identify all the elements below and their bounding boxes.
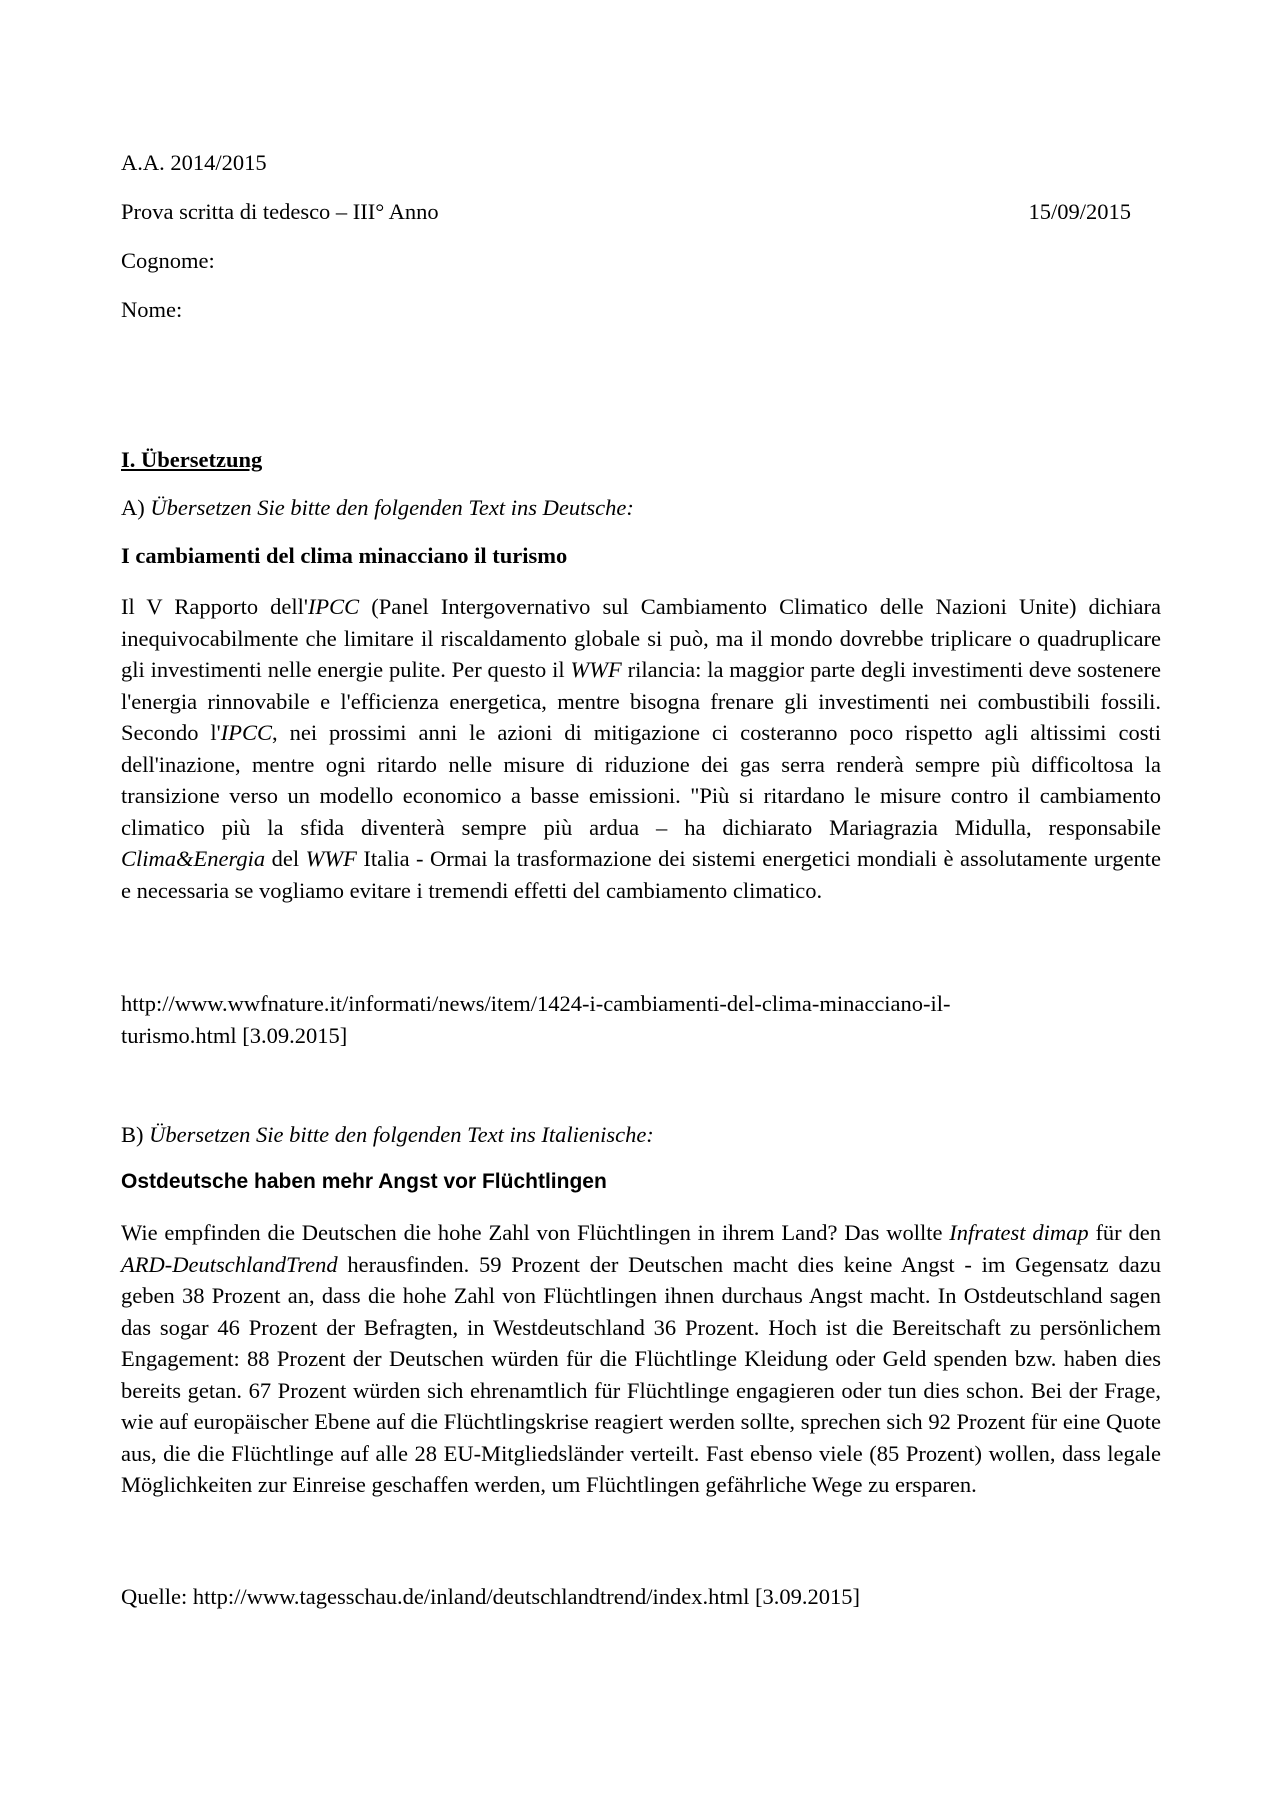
name-label: Nome: (121, 297, 183, 322)
part-a-source (121, 988, 951, 1051)
part-b-instruction (121, 1122, 654, 1148)
part-b-title: Ostdeutsche haben mehr Angst vor Flüchtlingen (121, 1170, 607, 1193)
text-run: IPCC (307, 594, 360, 619)
part-a-label: A) (121, 495, 151, 520)
academic-year: A.A. 2014/2015 (121, 150, 267, 175)
text-run: Il V Rapporto dell' (121, 594, 308, 619)
part-b-source: Quelle: http://www.tagesschau.de/inland/deutschlandtrend/index.html [3.09.2015] (121, 1584, 861, 1609)
part-a-instruction-text: Übersetzen Sie bitte den folgenden Text ins Deutsche: (150, 495, 634, 520)
surname-label: Cognome: (121, 248, 215, 273)
text-run: Clima&Energia (121, 846, 266, 871)
section-heading: I. Übersetzung (121, 447, 263, 472)
text-run: für den (1088, 1220, 1161, 1245)
part-a-source-line2: turismo.html [3.09.2015] (121, 1022, 348, 1048)
text-run: Wie empfinden die Deutschen die hohe Zahl von Flüchtlingen in ihrem Land? Das wollte (121, 1220, 950, 1245)
text-run: WWF (570, 657, 622, 682)
text-run: herausfinden. 59 Prozent der Deutschen macht dies keine Angst - im Gegensatz dazu geben 38 Prozent an, dass die hohe Zahl von Flüchtlingen ihnen durchaus Angst macht. In Ostdeutschland sagen das sogar 46 Prozent der Befragten, in Westdeutschland 36 Prozent. Hoch ist die Bereitschaft zu persönlichem Engagement: 88 Prozent der Deutschen würden für die Flüchtlinge Kleidung oder Geld spenden bzw. haben dies bereits getan. 67 Prozent würden sich ehrenamtlich für Flüchtlinge engagieren oder tun dies schon. Bei der Frage, wie auf europäischer Ebene auf die Flüchtlingskrise reagiert werden sollte, sprechen sich 92 Prozent für eine Quote aus, die die Flüchtlinge auf alle 28 EU-Mitgliedsländer verteilt. Fast ebenso viele (85 Prozent) wollen, dass legale Möglichkeiten zur Einreise geschaffen werden, um Flüchtlingen gefährliche Wege zu ersparen. (121, 1251, 1161, 1497)
exam-title: Prova scritta di tedesco – III° Anno (121, 199, 439, 224)
part-b-instruction-text: Übersetzen Sie bitte den folgenden Text ins Italienische: (149, 1122, 654, 1147)
text-run: Italia - Ormai la trasformazione dei sistemi energetici mondiali è assolutamente urgente e necessaria se vogliamo evitare i tremendi effetti del cambiamento climatico. (121, 846, 1161, 903)
part-a-instruction (121, 495, 634, 521)
part-a-source-line1: http://www.wwfnature.it/informati/news/item/1424-i-cambiamenti-del-clima-minacciano-il- (121, 991, 951, 1016)
exam-date: 15/09/2015 (1028, 199, 1131, 224)
part-b-label: B) (121, 1122, 150, 1147)
text-run: , nei prossimi anni le azioni di mitigazione ci costeranno poco rispetto agli altissimi costi dell'inazione, mentre ogni ritardo nelle misure di riduzione dei gas serra renderà sempre più difficoltosa la transizione verso un modello economico a basse emissioni. "Più si ritardano le misure contro il cambiamento climatico più la sfida diventerà sempre più ardua – ha dichiarato Mariagrazia Midulla, responsabile (121, 720, 1162, 840)
part-a-body (121, 591, 1161, 906)
text-run: del (265, 846, 306, 871)
exam-title-row (121, 199, 1131, 225)
text-run: Infratest dimap (949, 1220, 1089, 1245)
text-run: ARD-DeutschlandTrend (121, 1251, 338, 1277)
text-run: (Panel Intergovernativo sul Cambiamento Climatico delle Nazioni Unite) dichiara inequivocabilmente che limitare il riscaldamento globale si può, ma il mondo dovrebbe triplicare o quadruplicare gli investimenti nelle energie pulite. Per questo il (121, 594, 1161, 682)
part-b-body (121, 1217, 1161, 1501)
text-run: rilancia: la maggior parte degli investimenti deve sostenere l'energia rinnovabile e l'efficienza energetica, mentre bisogna frenare gli investimenti nei combustibili fossili. Secondo l' (121, 657, 1161, 745)
text-run: IPCC (220, 720, 273, 745)
text-run: WWF (305, 846, 357, 871)
part-a-title: I cambiamenti del clima minacciano il turismo (121, 543, 568, 568)
